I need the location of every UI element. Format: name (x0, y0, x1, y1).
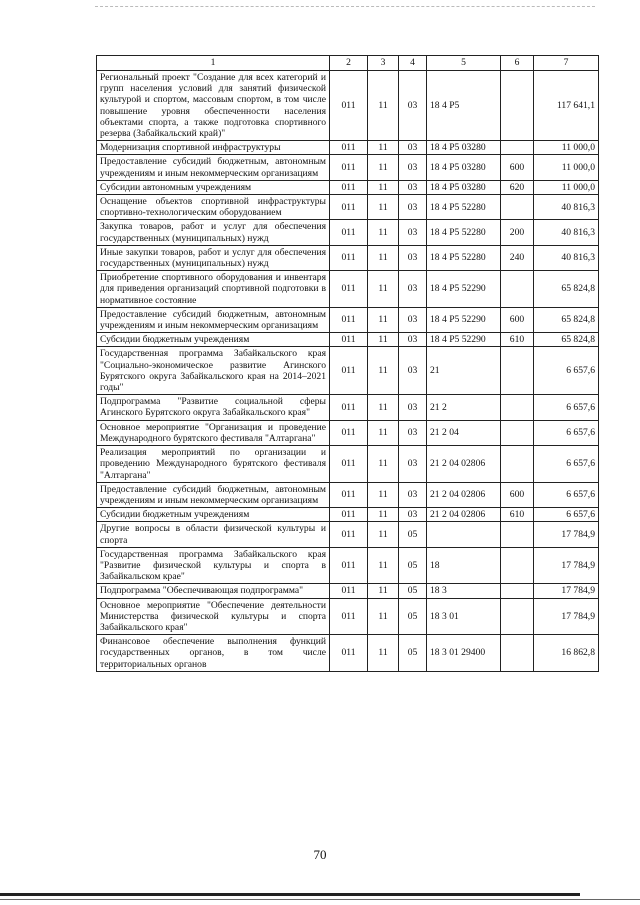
cell-target-article: 21 2 (427, 395, 501, 420)
cell-target-article: 18 3 (427, 584, 501, 598)
cell-expense-type: 600 (501, 155, 534, 180)
cell-ministry-code: 011 (330, 271, 368, 308)
cell-name: Модернизация спортивной инфраструктуры (97, 141, 330, 155)
table-row (97, 271, 599, 308)
table-row (97, 155, 599, 180)
cell-amount: 16 862,8 (534, 635, 599, 672)
cell-name: Подпрограмма "Обеспечивающая подпрограмма" (97, 584, 330, 598)
cell-target-article (427, 522, 501, 547)
cell-ministry-code: 011 (330, 333, 368, 347)
column-header: 6 (501, 56, 534, 71)
cell-subsection: 03 (399, 195, 427, 220)
cell-target-article: 21 2 04 02806 (427, 446, 501, 483)
cell-expense-type (501, 195, 534, 220)
table-row (97, 598, 599, 635)
cell-section: 11 (368, 220, 399, 245)
table-row (97, 245, 599, 270)
cell-ministry-code: 011 (330, 245, 368, 270)
cell-expense-type (501, 635, 534, 672)
cell-target-article: 18 4 P5 (427, 71, 501, 141)
cell-subsection: 03 (399, 395, 427, 420)
cell-ministry-code: 011 (330, 347, 368, 395)
cell-amount: 6 657,6 (534, 347, 599, 395)
page-number: 70 (313, 847, 327, 862)
cell-target-article: 21 2 04 02806 (427, 482, 501, 507)
column-header: 1 (97, 56, 330, 71)
cell-expense-type (501, 547, 534, 584)
cell-name: Предоставление субсидий бюджетным, автономным учреждениям и иным некоммерческим организациям (97, 307, 330, 332)
cell-name: Закупка товаров, работ и услуг для обеспечения государственных (муниципальных) нужд (97, 220, 330, 245)
cell-amount: 6 657,6 (534, 508, 599, 522)
table-row (97, 508, 599, 522)
cell-section: 11 (368, 271, 399, 308)
cell-name: Государственная программа Забайкальского края "Развитие физической культуры и спорта в Забайкальском крае" (97, 547, 330, 584)
cell-ministry-code: 011 (330, 482, 368, 507)
cell-target-article: 18 3 01 29400 (427, 635, 501, 672)
table-row (97, 141, 599, 155)
cell-ministry-code: 011 (330, 547, 368, 584)
cell-section: 11 (368, 420, 399, 445)
cell-subsection: 03 (399, 71, 427, 141)
cell-subsection: 03 (399, 347, 427, 395)
table-row (97, 307, 599, 332)
cell-expense-type: 600 (501, 307, 534, 332)
cell-section: 11 (368, 635, 399, 672)
column-header: 2 (330, 56, 368, 71)
table-row (97, 347, 599, 395)
cell-ministry-code: 011 (330, 180, 368, 194)
table-row (97, 547, 599, 584)
table-row (97, 71, 599, 141)
cell-subsection: 03 (399, 508, 427, 522)
cell-section: 11 (368, 446, 399, 483)
table-row (97, 420, 599, 445)
scan-top-edge (95, 6, 595, 7)
cell-ministry-code: 011 (330, 195, 368, 220)
cell-ministry-code: 011 (330, 155, 368, 180)
cell-target-article: 18 4 P5 52280 (427, 245, 501, 270)
cell-subsection: 03 (399, 307, 427, 332)
cell-section: 11 (368, 522, 399, 547)
cell-subsection: 05 (399, 522, 427, 547)
cell-expense-type: 610 (501, 333, 534, 347)
cell-target-article: 21 2 04 (427, 420, 501, 445)
cell-ministry-code: 011 (330, 635, 368, 672)
cell-target-article: 18 (427, 547, 501, 584)
cell-name: Основное мероприятие "Организация и проведение Международного бурятского фестиваля "Алтаргана" (97, 420, 330, 445)
cell-target-article: 18 4 P5 52290 (427, 271, 501, 308)
cell-amount: 40 816,3 (534, 245, 599, 270)
cell-amount: 17 784,9 (534, 547, 599, 584)
table-header-row (97, 56, 599, 71)
cell-subsection: 05 (399, 584, 427, 598)
cell-expense-type (501, 522, 534, 547)
cell-section: 11 (368, 347, 399, 395)
cell-subsection: 03 (399, 446, 427, 483)
cell-expense-type (501, 395, 534, 420)
cell-name: Региональный проект "Создание для всех категорий и групп населения условий для занятий физической культурой и спортом, массовым спортом, в том числе повышение уровня обеспеченности населения объектами спорта, а также подготовка спортивного резерва (Забайкальский край)" (97, 71, 330, 141)
cell-name: Основное мероприятие "Обеспечение деятельности Министерства физической культуры и спорта Забайкальского края" (97, 598, 330, 635)
cell-expense-type: 620 (501, 180, 534, 194)
cell-section: 11 (368, 195, 399, 220)
cell-subsection: 03 (399, 155, 427, 180)
cell-ministry-code: 011 (330, 71, 368, 141)
cell-subsection: 05 (399, 635, 427, 672)
cell-subsection: 05 (399, 547, 427, 584)
cell-amount: 40 816,3 (534, 220, 599, 245)
cell-subsection: 03 (399, 271, 427, 308)
cell-section: 11 (368, 141, 399, 155)
column-header: 7 (534, 56, 599, 71)
table-row (97, 446, 599, 483)
table-row (97, 220, 599, 245)
cell-section: 11 (368, 508, 399, 522)
cell-amount: 11 000,0 (534, 180, 599, 194)
column-header: 3 (368, 56, 399, 71)
cell-target-article: 18 4 P5 52280 (427, 195, 501, 220)
cell-ministry-code: 011 (330, 395, 368, 420)
cell-subsection: 03 (399, 220, 427, 245)
cell-target-article: 18 4 P5 03280 (427, 141, 501, 155)
table-row (97, 584, 599, 598)
scan-bottom-edge-thin (0, 899, 640, 900)
cell-section: 11 (368, 180, 399, 194)
cell-amount: 6 657,6 (534, 446, 599, 483)
cell-name: Субсидии бюджетным учреждениям (97, 508, 330, 522)
cell-expense-type (501, 71, 534, 141)
cell-name: Субсидии бюджетным учреждениям (97, 333, 330, 347)
cell-section: 11 (368, 395, 399, 420)
cell-amount: 11 000,0 (534, 155, 599, 180)
cell-target-article: 18 4 P5 03280 (427, 180, 501, 194)
cell-ministry-code: 011 (330, 141, 368, 155)
table-row (97, 395, 599, 420)
cell-expense-type (501, 598, 534, 635)
cell-amount: 17 784,9 (534, 584, 599, 598)
cell-name: Другие вопросы в области физической культуры и спорта (97, 522, 330, 547)
cell-amount: 6 657,6 (534, 420, 599, 445)
cell-target-article: 18 3 01 (427, 598, 501, 635)
cell-subsection: 03 (399, 141, 427, 155)
cell-ministry-code: 011 (330, 584, 368, 598)
cell-expense-type: 600 (501, 482, 534, 507)
cell-section: 11 (368, 547, 399, 584)
cell-name: Подпрограмма "Развитие социальной сферы Агинского Бурятского округа Забайкальского края" (97, 395, 330, 420)
cell-subsection: 03 (399, 482, 427, 507)
cell-name: Предоставление субсидий бюджетным, автономным учреждениям и иным некоммерческим организациям (97, 155, 330, 180)
cell-subsection: 05 (399, 598, 427, 635)
cell-ministry-code: 011 (330, 508, 368, 522)
cell-name: Реализация мероприятий по организации и проведению Международного бурятского фестиваля "Алтаргана" (97, 446, 330, 483)
cell-section: 11 (368, 155, 399, 180)
cell-name: Финансовое обеспечение выполнения функций государственных органов, в том числе территориальных органов (97, 635, 330, 672)
cell-expense-type: 200 (501, 220, 534, 245)
cell-subsection: 03 (399, 245, 427, 270)
budget-table (96, 55, 599, 672)
cell-subsection: 03 (399, 333, 427, 347)
table-body (97, 71, 599, 672)
cell-target-article: 18 4 P5 03280 (427, 155, 501, 180)
cell-amount: 65 824,8 (534, 333, 599, 347)
cell-ministry-code: 011 (330, 307, 368, 332)
scan-bottom-edge (0, 893, 580, 896)
cell-section: 11 (368, 307, 399, 332)
cell-amount: 11 000,0 (534, 141, 599, 155)
cell-name: Государственная программа Забайкальского края "Социально-экономическое развитие Агинского Бурятского округа Забайкальского края на 2014–2021 годы" (97, 347, 330, 395)
cell-name: Предоставление субсидий бюджетным, автономным учреждениям и иным некоммерческим организациям (97, 482, 330, 507)
cell-expense-type: 240 (501, 245, 534, 270)
cell-section: 11 (368, 598, 399, 635)
cell-subsection: 03 (399, 180, 427, 194)
table-row (97, 482, 599, 507)
cell-section: 11 (368, 245, 399, 270)
column-header: 4 (399, 56, 427, 71)
cell-ministry-code: 011 (330, 446, 368, 483)
cell-subsection: 03 (399, 420, 427, 445)
cell-expense-type (501, 420, 534, 445)
cell-amount: 40 816,3 (534, 195, 599, 220)
table-row (97, 180, 599, 194)
cell-ministry-code: 011 (330, 522, 368, 547)
cell-amount: 17 784,9 (534, 522, 599, 547)
cell-target-article: 21 2 04 02806 (427, 508, 501, 522)
table-row (97, 635, 599, 672)
cell-name: Субсидии автономным учреждениям (97, 180, 330, 194)
cell-expense-type: 610 (501, 508, 534, 522)
cell-target-article: 18 4 P5 52290 (427, 307, 501, 332)
cell-expense-type (501, 271, 534, 308)
cell-expense-type (501, 141, 534, 155)
cell-ministry-code: 011 (330, 420, 368, 445)
cell-amount: 65 824,8 (534, 307, 599, 332)
cell-ministry-code: 011 (330, 598, 368, 635)
cell-section: 11 (368, 482, 399, 507)
cell-target-article: 21 (427, 347, 501, 395)
cell-expense-type (501, 446, 534, 483)
cell-expense-type (501, 347, 534, 395)
cell-amount: 117 641,1 (534, 71, 599, 141)
table-row (97, 195, 599, 220)
cell-name: Оснащение объектов спортивной инфраструктуры спортивно-технологическим оборудованием (97, 195, 330, 220)
table-row (97, 333, 599, 347)
cell-expense-type (501, 584, 534, 598)
cell-amount: 17 784,9 (534, 598, 599, 635)
cell-section: 11 (368, 333, 399, 347)
cell-amount: 6 657,6 (534, 482, 599, 507)
table-row (97, 522, 599, 547)
column-header: 5 (427, 56, 501, 71)
cell-section: 11 (368, 71, 399, 141)
cell-target-article: 18 4 P5 52290 (427, 333, 501, 347)
cell-target-article: 18 4 P5 52280 (427, 220, 501, 245)
cell-name: Иные закупки товаров, работ и услуг для обеспечения государственных (муниципальных) нужд (97, 245, 330, 270)
cell-ministry-code: 011 (330, 220, 368, 245)
cell-name: Приобретение спортивного оборудования и инвентаря для приведения организаций спортивной подготовки в нормативное состояние (97, 271, 330, 308)
cell-section: 11 (368, 584, 399, 598)
cell-amount: 6 657,6 (534, 395, 599, 420)
cell-amount: 65 824,8 (534, 271, 599, 308)
